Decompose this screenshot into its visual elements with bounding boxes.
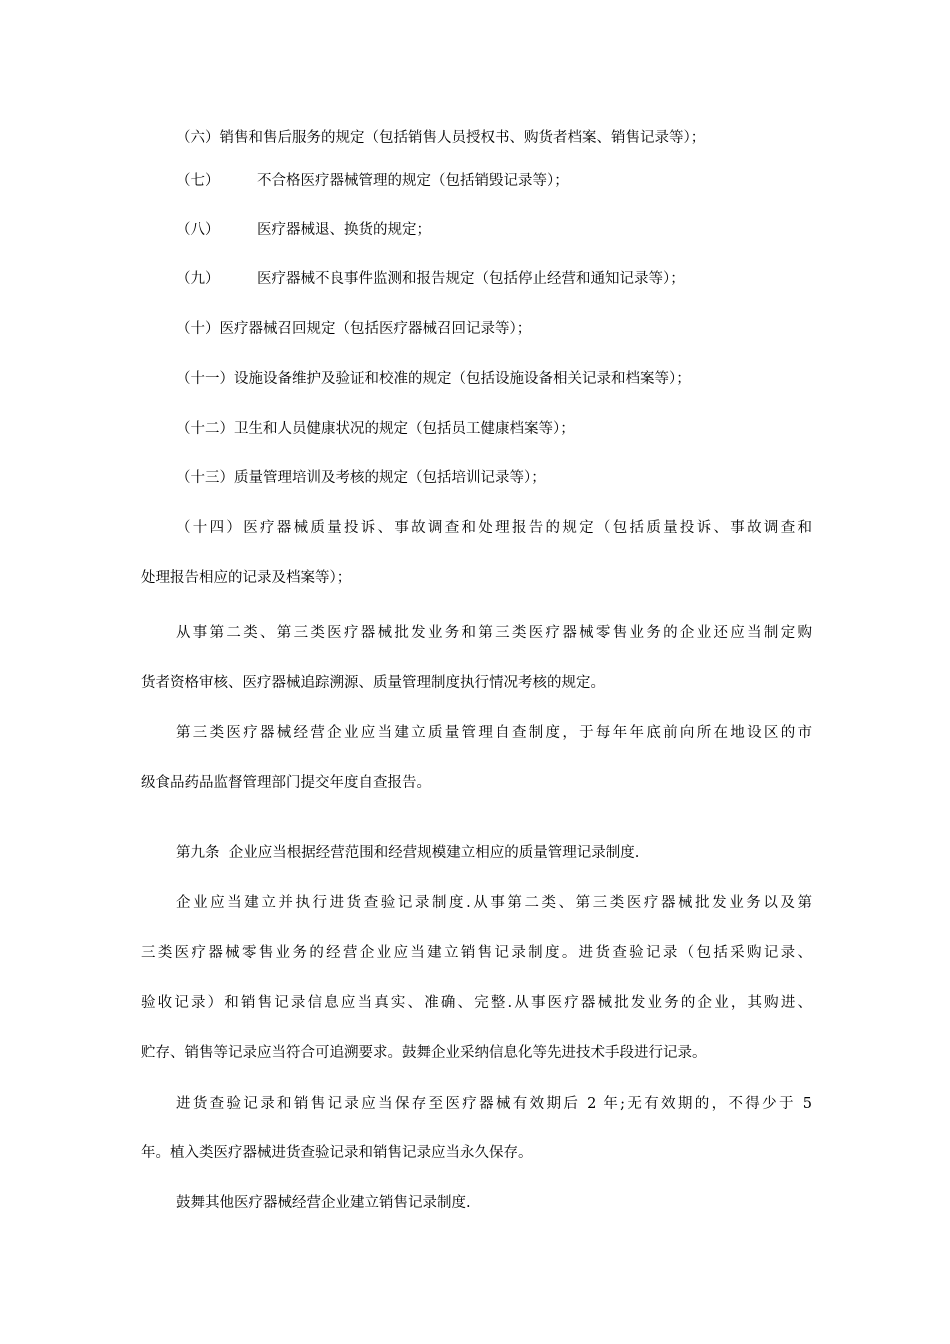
list-text: 医疗器械退、换货的规定； [257,222,431,238]
paragraph-line: 贮存、销售等记录应当符合可追溯要求。鼓舞企业采纳信息化等先进技术手段进行记录。 [141,1045,707,1061]
list-item-7 [0,171,950,191]
list-item-13: （十三）质量管理培训及考核的规定（包括培训记录等）； [176,470,546,486]
paragraph-line: 验收记录）和销售记录信息应当真实、准确、完整.从事医疗器械批发业务的企业，其购进、 [141,995,812,1011]
paragraph-line: 年。植入类医疗器械进货查验记录和销售记录应当永久保存。 [141,1145,533,1161]
paragraph-line: 三类医疗器械零售业务的经营企业应当建立销售记录制度。进货查验记录（包括采购记录、 [141,945,812,961]
paragraph-line: 进货查验记录和销售记录应当保存至医疗器械有效期后 2 年;无有效期的，不得少于 5 [176,1096,812,1112]
list-item-8 [0,220,950,240]
paragraph-line: 鼓舞其他医疗器械经营企业建立销售记录制度. [176,1195,471,1211]
list-item-14: （十四）医疗器械质量投诉、事故调查和处理报告的规定（包括质量投诉、事故调查和 [176,520,812,536]
paragraph-line: 从事第二类、第三类医疗器械批发业务和第三类医疗器械零售业务的企业还应当制定购 [176,625,812,641]
paragraph-line: 第三类医疗器械经营企业应当建立质量管理自查制度，于每年年底前向所在地设区的市 [176,725,812,741]
paragraph-line: 企业应当建立并执行进货查验记录制度.从事第二类、第三类医疗器械批发业务以及第 [176,895,812,911]
paragraph-line: 级食品药品监督管理部门提交年度自查报告。 [141,775,431,791]
list-item-11: （十一）设施设备维护及验证和校准的规定（包括设施设备相关记录和档案等）； [176,371,691,387]
list-item-12: （十二）卫生和人员健康状况的规定（包括员工健康档案等）； [176,421,575,437]
article-heading: 第九条 企业应当根据经营范围和经营规模建立相应的质量管理记录制度. [176,845,640,861]
list-number: （九） [176,271,220,287]
list-item-9 [0,269,950,289]
list-number: （七） [176,173,220,189]
list-text: 医疗器械不良事件监测和报告规定（包括停止经营和通知记录等）； [257,271,685,287]
list-item-10: （十）医疗器械召回规定（包括医疗器械召回记录等）； [176,321,532,337]
list-item-14-continued: 处理报告相应的记录及档案等）； [141,570,352,586]
list-item-6: （六）销售和售后服务的规定（包括销售人员授权书、购货者档案、销售记录等）； [176,130,706,146]
list-number: （八） [176,222,220,238]
list-text: 不合格医疗器械管理的规定（包括销毁记录等）； [257,173,569,189]
paragraph-line: 货者资格审核、医疗器械追踪溯源、质量管理制度执行情况考核的规定。 [141,675,605,691]
